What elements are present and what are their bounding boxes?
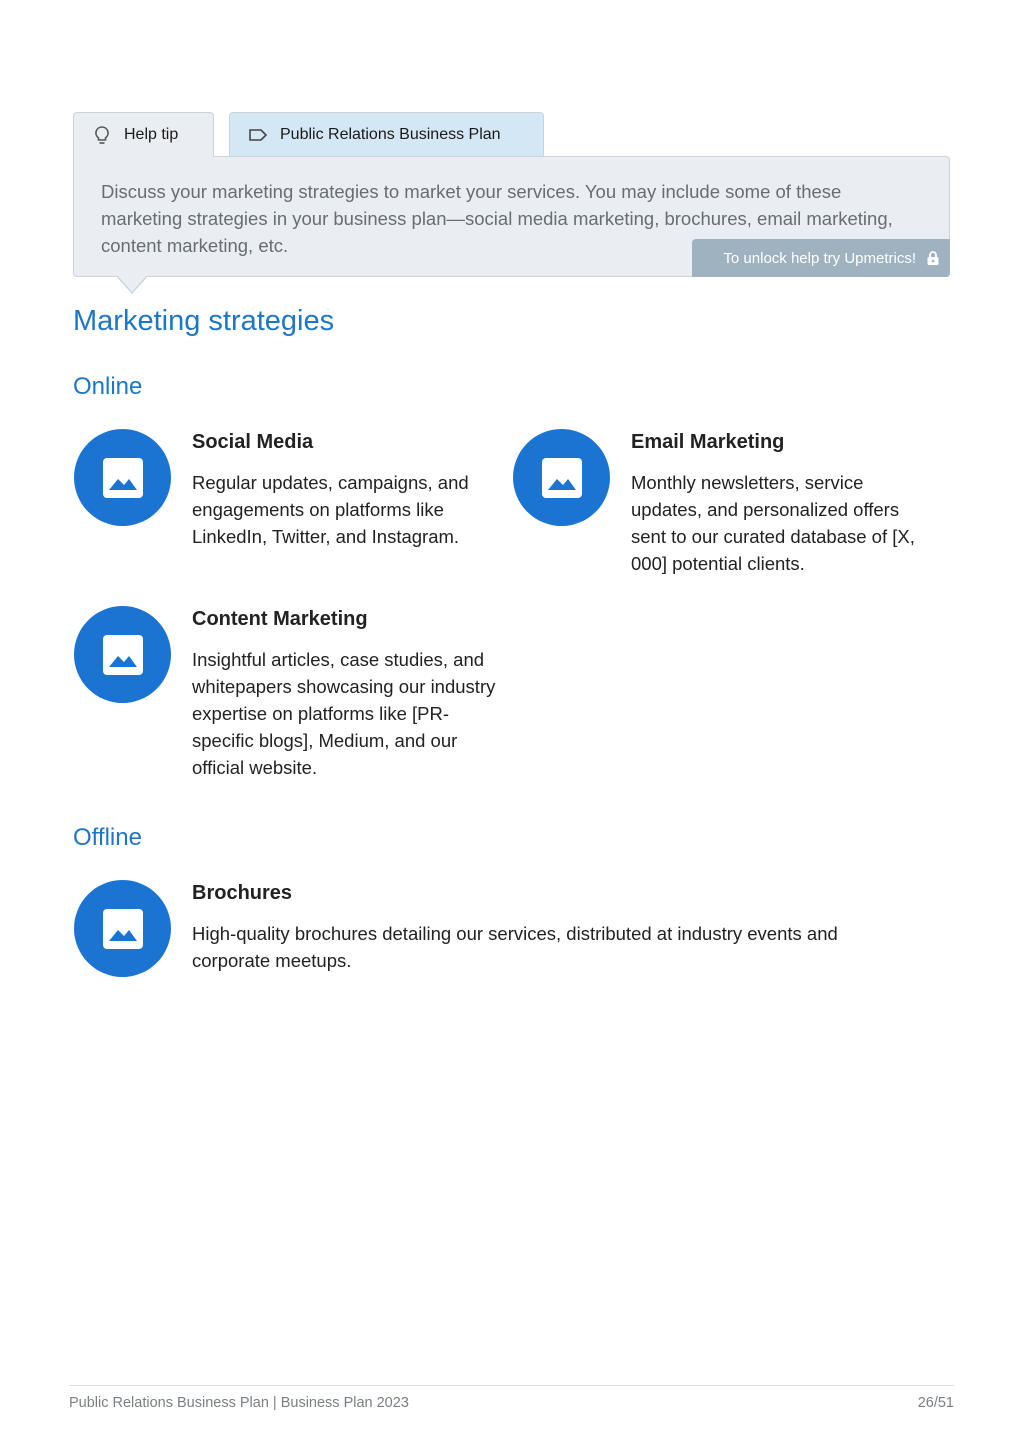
footer-divider xyxy=(69,1385,954,1386)
online-heading: Online xyxy=(73,373,143,400)
image-placeholder-icon xyxy=(74,429,171,526)
tip-pointer xyxy=(117,275,147,292)
unlock-help-label: To unlock help try Upmetrics! xyxy=(723,249,916,267)
item-description: Monthly newsletters, service updates, and personalized offers sent to our curated database of [X, 000] potential clients. xyxy=(631,472,915,574)
footer-document-title: Public Relations Business Plan | Business Plan 2023 xyxy=(69,1395,409,1411)
unlock-help-button[interactable] xyxy=(692,239,950,277)
item-description: High-quality brochures detailing our services, distributed at industry events and corporate meetups. xyxy=(192,923,838,971)
lock-icon xyxy=(926,250,940,266)
tab-plan-label: Public Relations Business Plan xyxy=(280,125,501,143)
item-title: Social Media xyxy=(192,431,314,453)
tag-icon xyxy=(248,125,268,145)
help-tip-text: Discuss your marketing strategies to market your services. You may include some of these marketing strategies in your business plan—social media marketing, brochures, email marketing, content marketing, etc. xyxy=(101,181,893,256)
tab-plan-name[interactable] xyxy=(229,112,544,156)
tab-help-tip-label: Help tip xyxy=(124,126,179,143)
item-title: Content Marketing xyxy=(192,608,368,630)
footer-page-number: 26/51 xyxy=(917,1395,954,1411)
offline-heading: Offline xyxy=(73,824,142,851)
image-placeholder-icon xyxy=(74,880,171,977)
help-tip-box xyxy=(73,156,950,277)
lightbulb-icon xyxy=(92,125,112,145)
item-title: Brochures xyxy=(192,882,293,904)
page-title: Marketing strategies xyxy=(73,305,335,337)
image-placeholder-icon xyxy=(74,606,171,703)
image-placeholder-icon xyxy=(513,429,610,526)
tab-help-tip[interactable] xyxy=(73,112,214,157)
item-title: Email Marketing xyxy=(631,431,785,453)
item-description: Regular updates, campaigns, and engagements on platforms like LinkedIn, Twitter, and Instagram. xyxy=(192,472,469,547)
item-description: Insightful articles, case studies, and whitepapers showcasing our industry expertise on platforms like [PR-specific blogs], Medium, and our official website. xyxy=(192,649,496,778)
